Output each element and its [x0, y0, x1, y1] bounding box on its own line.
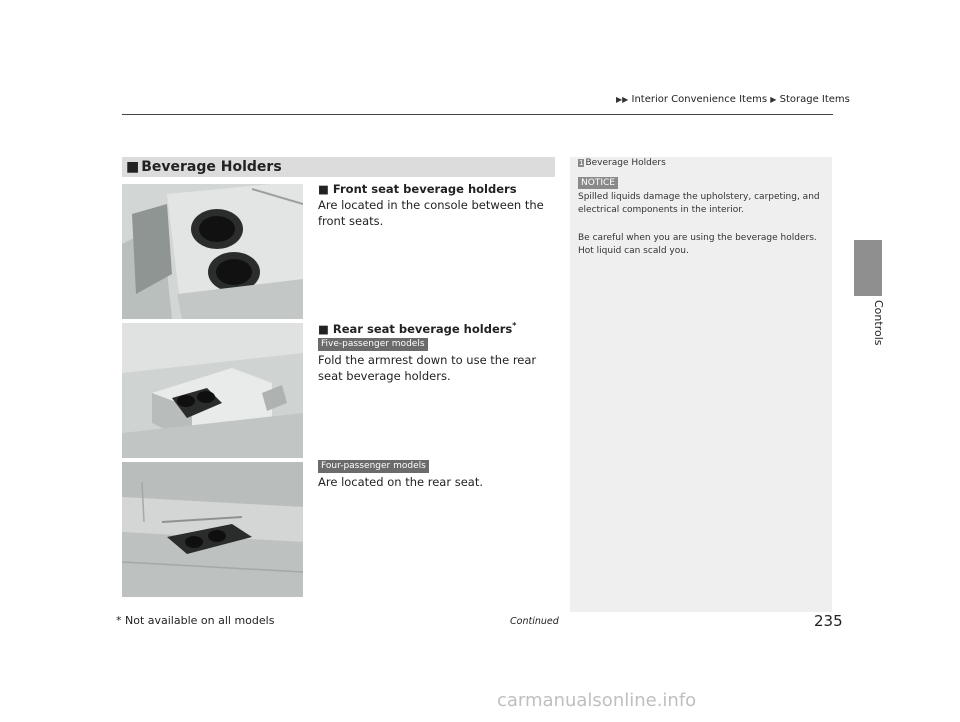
- four-passenger-badge: Four-passenger models: [318, 460, 429, 473]
- item-marker: ■: [318, 321, 329, 336]
- rear-holders-text: Fold the armrest down to use the rear seat beverage holders.: [318, 353, 537, 383]
- front-holders-title: ■ Front seat beverage holders: [318, 182, 517, 196]
- continued-label: Continued: [510, 616, 559, 627]
- breadcrumb: [616, 94, 850, 105]
- front-holders-text: Are located in the console between the front seats.: [318, 198, 544, 228]
- note-number-icon: 1: [579, 159, 584, 167]
- note-title: 1 Beverage Holders: [579, 158, 666, 168]
- header-rule: [122, 114, 833, 115]
- front-console-photo: [122, 184, 303, 319]
- footnote: * Not available on all models: [116, 614, 275, 627]
- section-header: [122, 157, 555, 177]
- breadcrumb-arrow-icon: ▶▶: [616, 95, 629, 104]
- breadcrumb-arrow-icon: ▶: [770, 95, 777, 104]
- rear-seat-photo: [122, 462, 303, 597]
- notice-badge: NOTICE: [578, 177, 618, 189]
- rear-armrest-photo: [122, 323, 303, 458]
- breadcrumb-page: Storage Items: [779, 94, 850, 105]
- section-title: Beverage Holders: [141, 159, 282, 175]
- note-panel: [570, 157, 832, 612]
- rear-holders-title: ■ Rear seat beverage holders*: [318, 321, 517, 336]
- five-passenger-badge: Five-passenger models: [318, 338, 428, 351]
- item-marker: ■: [318, 182, 329, 196]
- caution-text: Be careful when you are using the beverage holders. Hot liquid can scald you.: [578, 233, 817, 256]
- side-tab-marker: [854, 240, 882, 296]
- rear-seat-holders-text: Are located on the rear seat.: [318, 475, 483, 489]
- side-tab-label: Controls: [872, 300, 885, 346]
- breadcrumb-section: Interior Convenience Items: [631, 94, 768, 105]
- watermark: carmanualsonline.info: [497, 690, 697, 711]
- page-number: 235: [814, 612, 843, 630]
- section-marker: ■: [126, 159, 140, 175]
- not-all-models-asterisk: *: [512, 321, 517, 330]
- notice-text: Spilled liquids damage the upholstery, carpeting, and electrical components in the interior.: [578, 192, 820, 215]
